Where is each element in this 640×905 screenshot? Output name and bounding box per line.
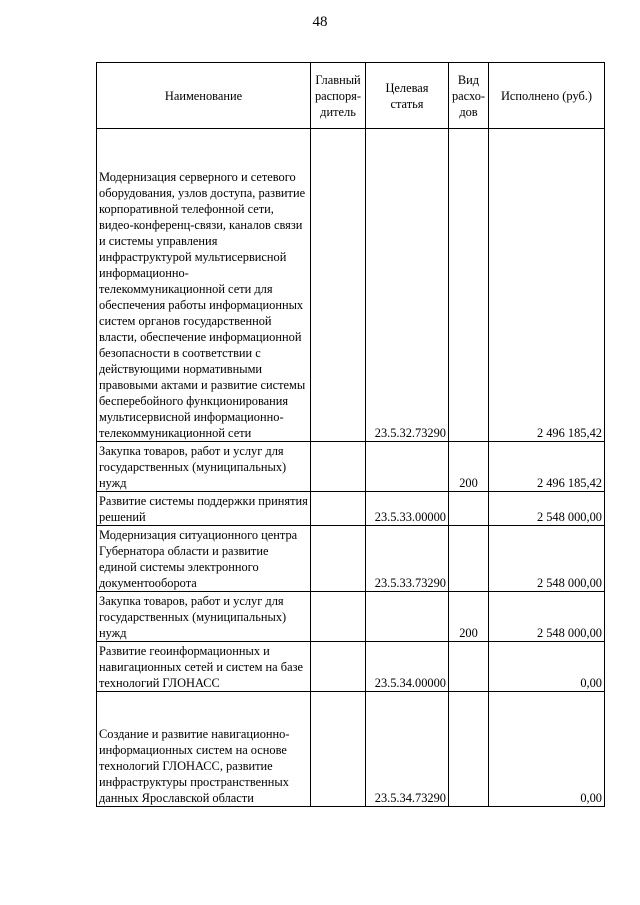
cell-manager xyxy=(311,442,366,492)
cell-article: 23.5.32.73290 xyxy=(366,129,449,442)
cell-name: Развитие системы поддержки принятия решений xyxy=(97,492,311,526)
table-row xyxy=(97,492,605,526)
cell-article xyxy=(366,592,449,642)
cell-article: 23.5.34.73290 xyxy=(366,692,449,807)
table-row xyxy=(97,526,605,592)
cell-kind: 200 xyxy=(449,592,489,642)
cell-name: Модернизация серверного и сетевого оборудования, узлов доступа, развитие корпоративной телефонной сети, видео-конференц-связи, каналов связи и системы управления инфраструктурой мультисервисной информационно-телекоммуникационной сети для обеспечения работы информационных систем органов государственной власти, обеспечение информационной безопасности в соответствии с действующими нормативными правовыми актами и развитие системы бесперебойного функционирования мультисервисной информационно-телекоммуникационной сети xyxy=(97,129,311,442)
cell-name: Модернизация ситуационного центра Губернатора области и развитие единой системы электронного документооборота xyxy=(97,526,311,592)
cell-kind xyxy=(449,692,489,807)
cell-manager xyxy=(311,592,366,642)
cell-done: 2 548 000,00 xyxy=(489,526,605,592)
cell-kind xyxy=(449,492,489,526)
cell-kind: 200 xyxy=(449,442,489,492)
cell-manager xyxy=(311,129,366,442)
cell-name: Закупка товаров, работ и услуг для государственных (муниципальных) нужд xyxy=(97,442,311,492)
cell-done: 2 548 000,00 xyxy=(489,592,605,642)
cell-manager xyxy=(311,642,366,692)
header-name: Наименование xyxy=(97,63,311,129)
cell-kind xyxy=(449,129,489,442)
cell-manager xyxy=(311,692,366,807)
header-article: Целевая статья xyxy=(366,63,449,129)
cell-done: 2 496 185,42 xyxy=(489,442,605,492)
cell-done: 2 548 000,00 xyxy=(489,492,605,526)
cell-article xyxy=(366,442,449,492)
table-row xyxy=(97,642,605,692)
cell-done: 2 496 185,42 xyxy=(489,129,605,442)
header-kind: Вид расхо-дов xyxy=(449,63,489,129)
table-row xyxy=(97,692,605,807)
cell-done: 0,00 xyxy=(489,642,605,692)
cell-done: 0,00 xyxy=(489,692,605,807)
cell-kind xyxy=(449,642,489,692)
header-done: Исполнено (руб.) xyxy=(489,63,605,129)
cell-name: Развитие геоинформационных и навигационных сетей и систем на базе технологий ГЛОНАСС xyxy=(97,642,311,692)
table-row xyxy=(97,592,605,642)
cell-article: 23.5.33.00000 xyxy=(366,492,449,526)
budget-table xyxy=(96,62,605,807)
cell-manager xyxy=(311,492,366,526)
cell-article: 23.5.33.73290 xyxy=(366,526,449,592)
table-row xyxy=(97,129,605,442)
page-number: 48 xyxy=(312,14,328,30)
cell-name: Создание и развитие навигационно-информационных систем на основе технологий ГЛОНАСС, развитие инфраструктуры пространственных данных Ярославской области xyxy=(97,692,311,807)
cell-article: 23.5.34.00000 xyxy=(366,642,449,692)
table-header-row xyxy=(97,63,605,129)
table-row xyxy=(97,442,605,492)
cell-kind xyxy=(449,526,489,592)
cell-name: Закупка товаров, работ и услуг для государственных (муниципальных) нужд xyxy=(97,592,311,642)
header-manager: Главный распоря-дитель xyxy=(311,63,366,129)
cell-manager xyxy=(311,526,366,592)
